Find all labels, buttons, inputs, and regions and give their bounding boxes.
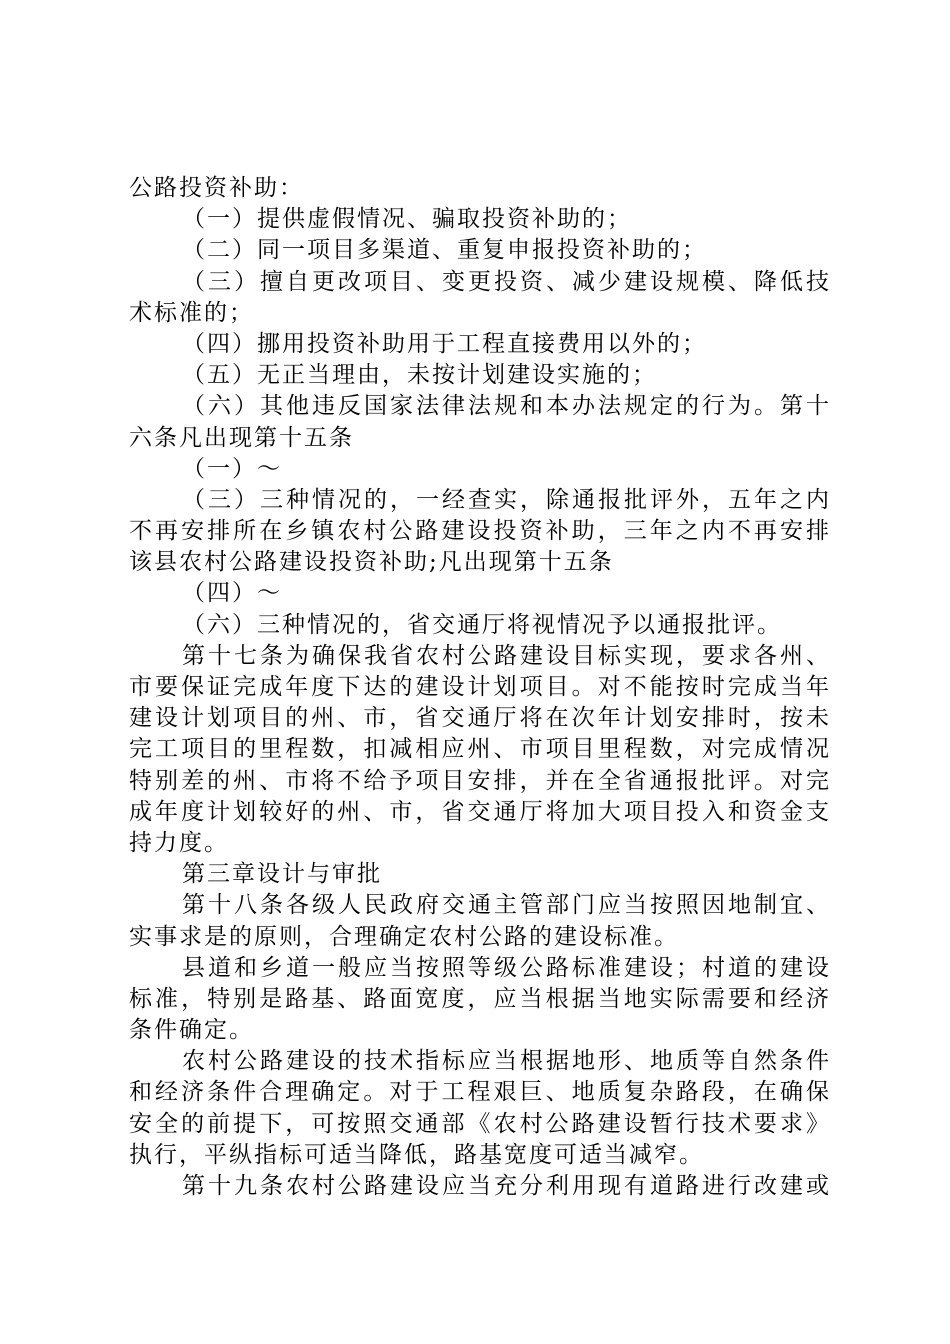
text-line: 第十七条为确保我省农村公路建设目标实现，要求各州、: [182, 642, 831, 669]
text-line: 特别差的州、市将不给予项目安排，并在全省通报批评。对完: [129, 767, 831, 794]
text-line: （五）无正当理由，未按计划建设实施的；: [182, 362, 657, 389]
text-line: 建设计划项目的州、市，省交通厅将在次年计划安排时，按未: [129, 705, 831, 732]
text-line: （六）其他违反国家法律法规和本办法规定的行为。第十: [182, 393, 831, 420]
text-line: 完工项目的里程数，扣减相应州、市项目里程数，对完成情况: [129, 736, 831, 763]
document-body: [129, 173, 831, 1202]
text-line: （四）～: [182, 580, 282, 607]
text-line: （四）挪用投资补助用于工程直接费用以外的；: [182, 330, 707, 357]
text-line: 六条凡出现第十五条: [129, 424, 354, 451]
text-line: 第三章设计与审批: [182, 861, 382, 888]
text-line: 标准，特别是路基、路面宽度，应当根据当地实际需要和经济: [129, 985, 831, 1012]
text-line: 第十八条各级人民政府交通主管部门应当按照因地制宜、: [182, 892, 831, 919]
text-line: （三）三种情况的，一经查实，除通报批评外，五年之内: [182, 486, 831, 513]
text-line: 实事求是的原则，合理确定农村公路的建设标准。: [129, 923, 679, 950]
text-line: 条件确定。: [129, 1017, 254, 1044]
text-line: 该县农村公路建设投资补助;凡出现第十五条: [129, 549, 614, 576]
text-line: （二）同一项目多渠道、重复申报投资补助的；: [182, 237, 707, 264]
text-line: 执行，平纵指标可适当降低，路基宽度可适当减窄。: [129, 1141, 704, 1168]
text-line: 农村公路建设的技术指标应当根据地形、地质等自然条件: [182, 1048, 831, 1075]
text-line: （三）擅自更改项目、变更投资、减少建设规模、降低技: [182, 268, 831, 295]
text-line: （六）三种情况的，省交通厅将视情况予以通报批评。: [182, 611, 782, 638]
text-line: 成年度计划较好的州、市，省交通厅将加大项目投入和资金支: [129, 798, 831, 825]
text-line: （一）提供虚假情况、骗取投资补助的；: [182, 206, 632, 233]
text-line: 市要保证完成年度下达的建设计划项目。对不能按时完成当年: [129, 674, 831, 700]
text-line: 安全的前提下，可按照交通部《农村公路建设暂行技术要求》: [129, 1110, 831, 1137]
text-line: 和经济条件合理确定。对于工程艰巨、地质复杂路段，在确保: [129, 1079, 831, 1106]
text-line: 持力度。: [129, 829, 229, 856]
text-line: 县道和乡道一般应当按照等级公路标准建设；村道的建设: [182, 954, 831, 981]
text-line: 不再安排所在乡镇农村公路建设投资补助，三年之内不再安排: [129, 518, 831, 545]
text-line: 第十九条农村公路建设应当充分利用现有道路进行改建或: [182, 1173, 831, 1199]
text-line: 术标准的；: [129, 299, 254, 326]
text-line: （一）～: [182, 455, 282, 482]
text-line: 公路投资补助：: [129, 175, 304, 201]
